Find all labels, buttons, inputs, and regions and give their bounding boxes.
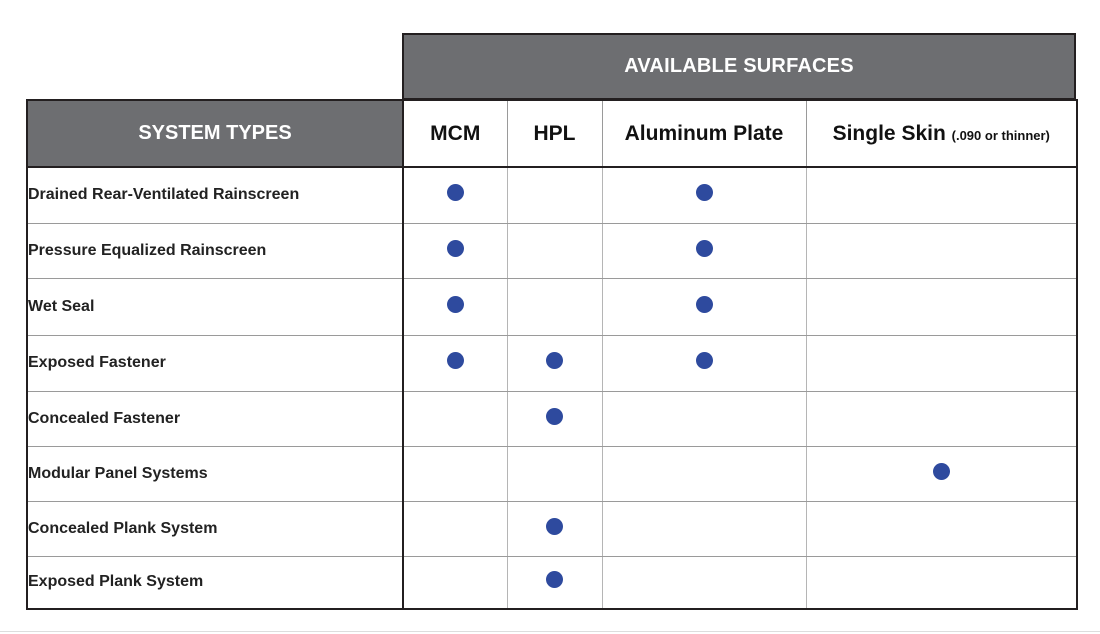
matrix-cell — [507, 223, 602, 278]
table-row — [27, 167, 1077, 223]
system-type-label: Pressure Equalized Rainscreen — [27, 223, 403, 278]
availability-dot-icon — [546, 518, 563, 535]
matrix-cell — [602, 223, 806, 278]
matrix-cell — [806, 223, 1077, 278]
system-type-label: Modular Panel Systems — [27, 446, 403, 501]
matrix-cell — [507, 391, 602, 446]
availability-dot-icon — [933, 463, 950, 480]
matrix-cell — [602, 167, 806, 223]
matrix-cell — [602, 446, 806, 501]
matrix-cell — [507, 278, 602, 335]
table-row — [27, 501, 1077, 556]
table-row — [27, 223, 1077, 278]
matrix-cell — [806, 167, 1077, 223]
matrix-cell — [403, 556, 507, 609]
system-type-label: Concealed Fastener — [27, 391, 403, 446]
matrix-cell — [403, 278, 507, 335]
column-note: (.090 or thinner) — [951, 127, 1050, 143]
matrix-cell — [507, 501, 602, 556]
column-label: Aluminum Plate — [624, 121, 784, 145]
table-row — [27, 446, 1077, 501]
matrix-cell — [806, 391, 1077, 446]
matrix-cell — [602, 335, 806, 391]
system-types-header: SYSTEM TYPES — [27, 100, 403, 167]
matrix-cell — [403, 167, 507, 223]
availability-dot-icon — [447, 240, 464, 257]
column-header-aluminum-plate — [602, 100, 806, 167]
column-header-row — [27, 100, 1077, 167]
availability-dot-icon — [546, 571, 563, 588]
system-type-label: Concealed Plank System — [27, 501, 403, 556]
system-type-label: Exposed Plank System — [27, 556, 403, 609]
matrix-cell — [806, 278, 1077, 335]
availability-dot-icon — [696, 240, 713, 257]
matrix-cell — [806, 501, 1077, 556]
column-header-mcm — [403, 100, 507, 167]
column-label: Single Skin — [832, 121, 946, 145]
table-row — [27, 335, 1077, 391]
table-row — [27, 391, 1077, 446]
system-surface-matrix — [26, 99, 1078, 610]
matrix-cell — [806, 335, 1077, 391]
column-label: HPL — [533, 121, 576, 145]
matrix-cell — [403, 335, 507, 391]
column-label: MCM — [430, 121, 481, 145]
availability-dot-icon — [546, 352, 563, 369]
system-type-label: Drained Rear-Ventilated Rainscreen — [27, 167, 403, 223]
matrix-cell — [806, 556, 1077, 609]
column-header-single-skin — [806, 100, 1077, 167]
availability-dot-icon — [696, 352, 713, 369]
availability-dot-icon — [447, 184, 464, 201]
system-type-label: Wet Seal — [27, 278, 403, 335]
availability-dot-icon — [696, 296, 713, 313]
table-row — [27, 278, 1077, 335]
matrix-cell — [507, 446, 602, 501]
availability-dot-icon — [546, 408, 563, 425]
matrix-cell — [403, 223, 507, 278]
bottom-divider — [0, 631, 1100, 632]
matrix-cell — [403, 501, 507, 556]
availability-dot-icon — [447, 352, 464, 369]
availability-dot-icon — [447, 296, 464, 313]
system-type-label: Exposed Fastener — [27, 335, 403, 391]
availability-dot-icon — [696, 184, 713, 201]
matrix-cell — [403, 391, 507, 446]
matrix-cell — [806, 446, 1077, 501]
column-header-hpl — [507, 100, 602, 167]
available-surfaces-header — [402, 33, 1076, 100]
matrix-cell — [507, 335, 602, 391]
matrix-cell — [507, 167, 602, 223]
matrix-cell — [403, 446, 507, 501]
matrix-cell — [602, 501, 806, 556]
matrix-cell — [507, 556, 602, 609]
matrix-cell — [602, 391, 806, 446]
matrix-cell — [602, 556, 806, 609]
available-surfaces-label: AVAILABLE SURFACES — [624, 55, 854, 77]
matrix-body — [27, 167, 1077, 609]
table-row — [27, 556, 1077, 609]
matrix-cell — [602, 278, 806, 335]
